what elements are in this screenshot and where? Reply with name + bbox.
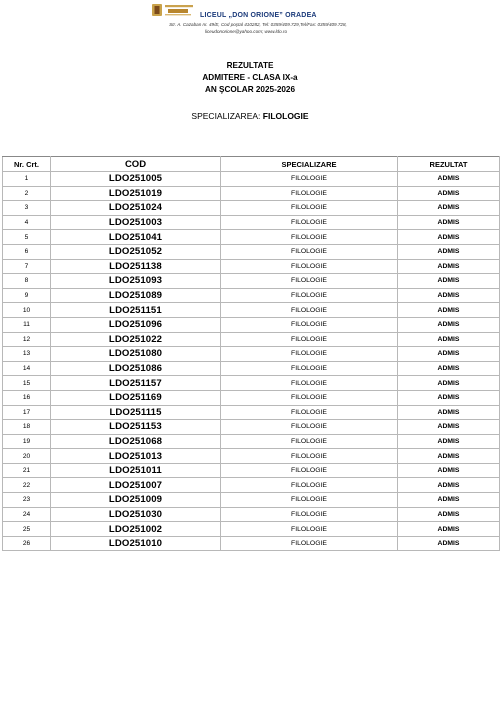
row-specialization: FILOLOGIE xyxy=(221,347,398,362)
table-row xyxy=(3,420,500,435)
row-specialization: FILOLOGIE xyxy=(221,463,398,478)
row-specialization: FILOLOGIE xyxy=(221,536,398,551)
candidate-code: LDO251002 xyxy=(51,522,221,537)
table-row xyxy=(3,507,500,522)
candidate-code: LDO251068 xyxy=(51,434,221,449)
row-number: 14 xyxy=(3,361,51,376)
row-specialization: FILOLOGIE xyxy=(221,215,398,230)
candidate-code: LDO251169 xyxy=(51,390,221,405)
row-number: 16 xyxy=(3,390,51,405)
row-specialization: FILOLOGIE xyxy=(221,201,398,216)
row-result: ADMIS xyxy=(398,478,500,493)
row-specialization: FILOLOGIE xyxy=(221,420,398,435)
row-number: 8 xyxy=(3,274,51,289)
row-result: ADMIS xyxy=(398,288,500,303)
row-number: 6 xyxy=(3,244,51,259)
table-row xyxy=(3,522,500,537)
row-number: 12 xyxy=(3,332,51,347)
candidate-code: LDO251138 xyxy=(51,259,221,274)
specialization-value: FILOLOGIE xyxy=(262,111,309,121)
specialization-heading xyxy=(0,111,500,121)
row-specialization: FILOLOGIE xyxy=(221,507,398,522)
school-logo-icon xyxy=(152,3,197,17)
row-result: ADMIS xyxy=(398,332,500,347)
candidate-code: LDO251151 xyxy=(51,303,221,318)
row-specialization: FILOLOGIE xyxy=(221,274,398,289)
title-line-1: REZULTATE xyxy=(226,61,274,70)
row-number: 10 xyxy=(3,303,51,318)
row-number: 22 xyxy=(3,478,51,493)
candidate-code: LDO251013 xyxy=(51,449,221,464)
table-row xyxy=(3,288,500,303)
row-number: 1 xyxy=(3,172,51,187)
row-result: ADMIS xyxy=(398,303,500,318)
header-cod: COD xyxy=(51,157,221,172)
row-number: 19 xyxy=(3,434,51,449)
row-result: ADMIS xyxy=(398,376,500,391)
row-specialization: FILOLOGIE xyxy=(221,288,398,303)
row-specialization: FILOLOGIE xyxy=(221,390,398,405)
row-result: ADMIS xyxy=(398,536,500,551)
row-specialization: FILOLOGIE xyxy=(221,332,398,347)
table-row xyxy=(3,449,500,464)
candidate-code: LDO251093 xyxy=(51,274,221,289)
row-specialization: FILOLOGIE xyxy=(221,259,398,274)
candidate-code: LDO251080 xyxy=(51,347,221,362)
row-number: 25 xyxy=(3,522,51,537)
row-number: 18 xyxy=(3,420,51,435)
candidate-code: LDO251089 xyxy=(51,288,221,303)
table-row xyxy=(3,405,500,420)
row-number: 5 xyxy=(3,230,51,245)
table-row xyxy=(3,347,500,362)
row-result: ADMIS xyxy=(398,230,500,245)
row-result: ADMIS xyxy=(398,172,500,187)
row-specialization: FILOLOGIE xyxy=(221,361,398,376)
row-number: 7 xyxy=(3,259,51,274)
row-specialization: FILOLOGIE xyxy=(221,522,398,537)
row-specialization: FILOLOGIE xyxy=(221,172,398,187)
candidate-code: LDO251153 xyxy=(51,420,221,435)
table-row xyxy=(3,332,500,347)
candidate-code: LDO251115 xyxy=(51,405,221,420)
table-row xyxy=(3,186,500,201)
document-title xyxy=(0,60,500,96)
row-number: 26 xyxy=(3,536,51,551)
row-number: 15 xyxy=(3,376,51,391)
row-specialization: FILOLOGIE xyxy=(221,244,398,259)
table-row xyxy=(3,376,500,391)
header-nr-crt: Nr. Crt. xyxy=(3,157,51,172)
candidate-code: LDO251019 xyxy=(51,186,221,201)
table-row xyxy=(3,274,500,289)
school-name: LICEUL „DON ORIONE” ORADEA xyxy=(200,12,317,19)
row-specialization: FILOLOGIE xyxy=(221,303,398,318)
school-contact: liceudonorione@yahoo.com; www.ldo.ro xyxy=(204,29,288,34)
row-result: ADMIS xyxy=(398,493,500,508)
row-result: ADMIS xyxy=(398,390,500,405)
candidate-code: LDO251041 xyxy=(51,230,221,245)
row-number: 2 xyxy=(3,186,51,201)
candidate-code: LDO251086 xyxy=(51,361,221,376)
table-row xyxy=(3,259,500,274)
row-specialization: FILOLOGIE xyxy=(221,405,398,420)
row-result: ADMIS xyxy=(398,201,500,216)
candidate-code: LDO251003 xyxy=(51,215,221,230)
row-number: 9 xyxy=(3,288,51,303)
row-result: ADMIS xyxy=(398,361,500,376)
candidate-code: LDO251024 xyxy=(51,201,221,216)
row-result: ADMIS xyxy=(398,244,500,259)
row-result: ADMIS xyxy=(398,522,500,537)
row-specialization: FILOLOGIE xyxy=(221,186,398,201)
table-row xyxy=(3,201,500,216)
row-number: 20 xyxy=(3,449,51,464)
table-row xyxy=(3,390,500,405)
candidate-code: LDO251011 xyxy=(51,463,221,478)
table-row xyxy=(3,244,500,259)
row-specialization: FILOLOGIE xyxy=(221,376,398,391)
table-row xyxy=(3,172,500,187)
table-row xyxy=(3,493,500,508)
row-specialization: FILOLOGIE xyxy=(221,449,398,464)
table-row xyxy=(3,463,500,478)
row-result: ADMIS xyxy=(398,186,500,201)
row-result: ADMIS xyxy=(398,259,500,274)
candidate-code: LDO251052 xyxy=(51,244,221,259)
table-header-row xyxy=(3,157,500,172)
row-specialization: FILOLOGIE xyxy=(221,434,398,449)
row-number: 4 xyxy=(3,215,51,230)
table-row xyxy=(3,230,500,245)
row-result: ADMIS xyxy=(398,405,500,420)
row-number: 13 xyxy=(3,347,51,362)
row-number: 21 xyxy=(3,463,51,478)
row-specialization: FILOLOGIE xyxy=(221,317,398,332)
row-number: 24 xyxy=(3,507,51,522)
candidate-code: LDO251022 xyxy=(51,332,221,347)
table-row xyxy=(3,215,500,230)
row-number: 3 xyxy=(3,201,51,216)
row-number: 23 xyxy=(3,493,51,508)
row-specialization: FILOLOGIE xyxy=(221,230,398,245)
table-row xyxy=(3,303,500,318)
candidate-code: LDO251009 xyxy=(51,493,221,508)
specialization-label: SPECIALIZAREA: xyxy=(191,111,261,121)
row-specialization: FILOLOGIE xyxy=(221,478,398,493)
candidate-code: LDO251030 xyxy=(51,507,221,522)
table-row xyxy=(3,536,500,551)
row-result: ADMIS xyxy=(398,449,500,464)
candidate-code: LDO251157 xyxy=(51,376,221,391)
row-specialization: FILOLOGIE xyxy=(221,493,398,508)
table-row xyxy=(3,434,500,449)
table-row xyxy=(3,478,500,493)
header-rezultat: REZULTAT xyxy=(398,157,500,172)
header-specializare: SPECIALIZARE xyxy=(221,157,398,172)
candidate-code: LDO251096 xyxy=(51,317,221,332)
row-number: 11 xyxy=(3,317,51,332)
title-line-2: ADMITERE - CLASA IX-a xyxy=(202,73,298,82)
candidate-code: LDO251005 xyxy=(51,172,221,187)
row-number: 17 xyxy=(3,405,51,420)
results-table xyxy=(2,156,500,551)
row-result: ADMIS xyxy=(398,507,500,522)
row-result: ADMIS xyxy=(398,463,500,478)
title-line-3: AN ŞCOLAR 2025-2026 xyxy=(204,85,296,94)
candidate-code: LDO251010 xyxy=(51,536,221,551)
table-row xyxy=(3,361,500,376)
row-result: ADMIS xyxy=(398,347,500,362)
row-result: ADMIS xyxy=(398,274,500,289)
table-body xyxy=(3,172,500,551)
row-result: ADMIS xyxy=(398,420,500,435)
candidate-code: LDO251007 xyxy=(51,478,221,493)
letterhead xyxy=(0,0,500,40)
school-address: Str. A. Cazaban nr. 49/E, Cod poştal 410282, Tel: 0359/409.729,Tel/Fax: 0359/409.728, xyxy=(169,22,347,27)
table-row xyxy=(3,317,500,332)
row-result: ADMIS xyxy=(398,215,500,230)
row-result: ADMIS xyxy=(398,434,500,449)
row-result: ADMIS xyxy=(398,317,500,332)
